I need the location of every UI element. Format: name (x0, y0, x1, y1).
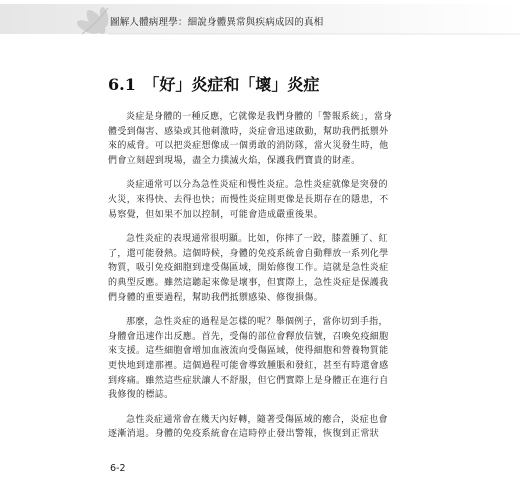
section-title: 「好」炎症和「壞」炎症 (143, 75, 320, 94)
text-line: 火災，來得快、去得也快；而慢性炎症則更像是長期存在的隱患，不 (108, 194, 389, 205)
text-line: 們身體的重要過程，幫助我們抵禦感染、修復損傷。 (108, 292, 324, 303)
paragraph (108, 232, 426, 305)
text-line: 易察覺，但如果不加以控制，可能會造成嚴重後果。 (108, 209, 324, 220)
text-line: 身體會迅速作出反應。首先，受傷的部位會釋放信號，召喚免疫細胞 (108, 331, 389, 342)
text-line: 逐漸消退。身體的免疫系統會在這時停止發出警報，恢復到正常狀 (108, 429, 380, 440)
text-line: 我修復的標誌。 (108, 390, 174, 401)
page-header (0, 0, 520, 56)
text-line: 炎症通常可以分為急性炎症和慢性炎症。急性炎症就像是突發的 (126, 180, 388, 191)
text-line: 來支援。這些細胞會增加血液流向受傷區域，使得細胞和營養物質能 (108, 346, 389, 357)
text-line: 了，還可能發熱。這個時候，身體的免疫系統會自動釋放一系列化學 (108, 248, 389, 259)
paragraph (108, 110, 426, 168)
text-line: 那麼，急性炎症的過程是怎樣的呢？舉個例子，當你切到手指， (126, 317, 388, 328)
text-line: 的典型反應。雖然這聽起來像是壞事，但實際上，急性炎症是保護我 (108, 277, 389, 288)
page-number: 6-2 (110, 463, 126, 474)
text-line: 炎症是身體的一種反應，它就像是我們身體的「警報系統」，當身 (126, 112, 393, 122)
paragraph (108, 413, 426, 442)
text-line: 更快地到達那裡。這個過程可能會導致腫脹和發紅，甚至有時還會感 (108, 360, 389, 371)
text-line: 急性炎症的表現通常很明顯。比如，你摔了一跤，膝蓋腫了、紅 (126, 234, 388, 245)
paragraph (108, 178, 426, 222)
paragraph (108, 315, 426, 403)
section-heading (108, 72, 319, 95)
text-line: 體受到傷害、感染或其他刺激時，炎症會迅速啟動，幫助我們抵禦外 (108, 126, 389, 137)
body-text (108, 110, 426, 452)
text-line: 們會立刻趕到現場，盡全力撲滅火焰，保護我們寶貴的財產。 (108, 155, 361, 166)
section-number: 6.1 (108, 75, 136, 94)
text-line: 物質，吸引免疫細胞到達受傷區域，開始修復工作。這就是急性炎症 (108, 263, 389, 274)
text-line: 來的威脅。可以把炎症想像成一個勇敢的消防隊，當火災發生時，他 (108, 141, 389, 152)
text-line: 到疼痛。雖然這些症狀讓人不舒服，但它們實際上是身體正在進行自 (108, 375, 389, 386)
leaf-ornament-icon (0, 0, 520, 56)
text-line: 急性炎症通常會在幾天內好轉，隨著受傷區域的癒合，炎症也會 (126, 414, 388, 425)
running-title: 圖解人體病理學：細說身體異常與疾病成因的真相 (110, 17, 324, 28)
